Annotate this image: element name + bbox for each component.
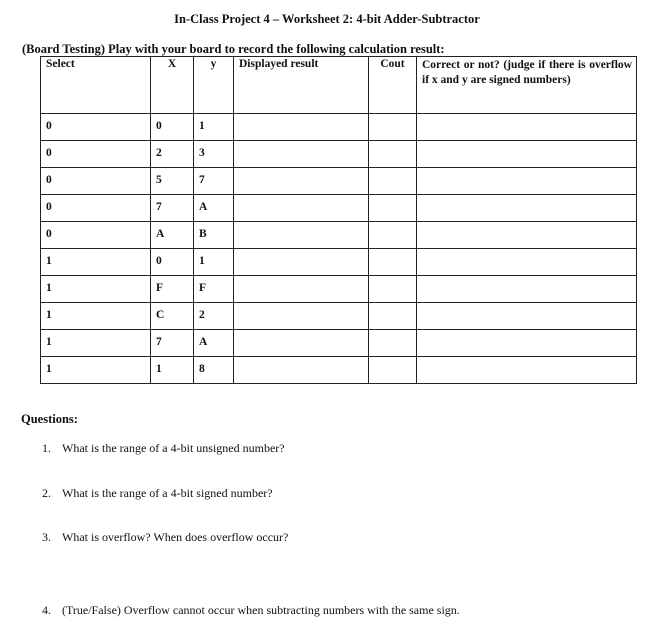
header-cout: Cout	[369, 57, 417, 114]
cell-cout[interactable]	[369, 114, 417, 141]
cell-displayed-result[interactable]	[234, 222, 369, 249]
cell-x: 0	[151, 114, 194, 141]
table-row	[41, 330, 637, 357]
question-4	[42, 603, 460, 618]
cell-x: C	[151, 303, 194, 330]
cell-y: 2	[194, 303, 234, 330]
cell-select: 0	[41, 114, 151, 141]
cell-y: 8	[194, 357, 234, 384]
cell-select: 0	[41, 195, 151, 222]
cell-cout[interactable]	[369, 330, 417, 357]
header-x: X	[151, 57, 194, 114]
cell-x: 7	[151, 330, 194, 357]
table-row	[41, 168, 637, 195]
cell-x: A	[151, 222, 194, 249]
cell-x: 0	[151, 249, 194, 276]
cell-select: 1	[41, 276, 151, 303]
cell-cout[interactable]	[369, 222, 417, 249]
cell-displayed-result[interactable]	[234, 357, 369, 384]
table-row	[41, 114, 637, 141]
cell-correct[interactable]	[417, 276, 637, 303]
cell-correct[interactable]	[417, 357, 637, 384]
cell-y: F	[194, 276, 234, 303]
table-row	[41, 249, 637, 276]
cell-displayed-result[interactable]	[234, 303, 369, 330]
cell-displayed-result[interactable]	[234, 141, 369, 168]
cell-y: 1	[194, 249, 234, 276]
worksheet-title: In-Class Project 4 – Worksheet 2: 4-bit Adder-Subtractor	[174, 12, 480, 26]
header-select: Select	[41, 57, 151, 114]
cell-x: 1	[151, 357, 194, 384]
cell-displayed-result[interactable]	[234, 195, 369, 222]
cell-correct[interactable]	[417, 222, 637, 249]
cell-cout[interactable]	[369, 276, 417, 303]
cell-displayed-result[interactable]	[234, 114, 369, 141]
cell-correct[interactable]	[417, 168, 637, 195]
header-displayed-result: Displayed result	[234, 57, 369, 114]
results-table	[40, 56, 637, 384]
questions-heading: Questions:	[21, 412, 78, 426]
cell-select: 0	[41, 222, 151, 249]
question-text: What is the range of a 4-bit unsigned number?	[62, 441, 285, 455]
question-2	[42, 486, 273, 501]
cell-x: F	[151, 276, 194, 303]
cell-cout[interactable]	[369, 141, 417, 168]
cell-correct[interactable]	[417, 114, 637, 141]
instructions: (Board Testing) Play with your board to record the following calculation result:	[22, 42, 445, 56]
question-number: 4.	[42, 603, 51, 617]
question-number: 3.	[42, 530, 51, 544]
question-text: (True/False) Overflow cannot occur when subtracting numbers with the same sign.	[62, 603, 460, 617]
cell-cout[interactable]	[369, 168, 417, 195]
table-row	[41, 357, 637, 384]
cell-x: 5	[151, 168, 194, 195]
cell-correct[interactable]	[417, 141, 637, 168]
cell-x: 2	[151, 141, 194, 168]
cell-cout[interactable]	[369, 195, 417, 222]
table-header-row	[41, 57, 637, 114]
cell-select: 1	[41, 357, 151, 384]
cell-y: A	[194, 330, 234, 357]
cell-cout[interactable]	[369, 249, 417, 276]
cell-y: A	[194, 195, 234, 222]
table-row	[41, 222, 637, 249]
cell-select: 0	[41, 141, 151, 168]
cell-displayed-result[interactable]	[234, 168, 369, 195]
cell-y: B	[194, 222, 234, 249]
cell-displayed-result[interactable]	[234, 330, 369, 357]
question-1	[42, 441, 285, 456]
cell-select: 0	[41, 168, 151, 195]
cell-x: 7	[151, 195, 194, 222]
cell-correct[interactable]	[417, 195, 637, 222]
cell-y: 1	[194, 114, 234, 141]
question-number: 2.	[42, 486, 51, 500]
cell-cout[interactable]	[369, 303, 417, 330]
cell-displayed-result[interactable]	[234, 249, 369, 276]
cell-select: 1	[41, 303, 151, 330]
cell-displayed-result[interactable]	[234, 276, 369, 303]
table-row	[41, 195, 637, 222]
question-text: What is overflow? When does overflow occur?	[62, 530, 289, 544]
cell-correct[interactable]	[417, 330, 637, 357]
question-text: What is the range of a 4-bit signed number?	[62, 486, 273, 500]
cell-y: 3	[194, 141, 234, 168]
table-body	[41, 114, 637, 384]
cell-correct[interactable]	[417, 303, 637, 330]
question-number: 1.	[42, 441, 51, 455]
question-3	[42, 530, 288, 545]
header-y: y	[194, 57, 234, 114]
cell-correct[interactable]	[417, 249, 637, 276]
table-row	[41, 276, 637, 303]
header-correct: Correct or not? (judge if there is overflow if x and y are signed numbers)	[417, 57, 637, 114]
cell-y: 7	[194, 168, 234, 195]
cell-cout[interactable]	[369, 357, 417, 384]
cell-select: 1	[41, 330, 151, 357]
table-row	[41, 141, 637, 168]
cell-select: 1	[41, 249, 151, 276]
table-row	[41, 303, 637, 330]
